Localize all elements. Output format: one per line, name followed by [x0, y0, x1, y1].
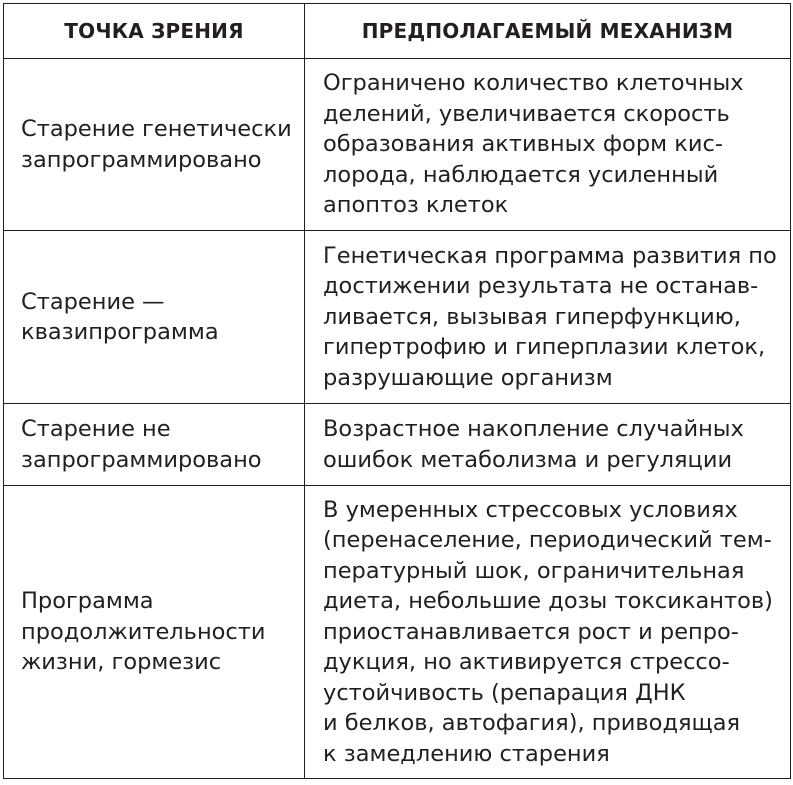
mechanism-line: образования активных форм кис- [323, 131, 723, 158]
viewpoint-line: запрограммировано [21, 446, 262, 473]
mechanism-line: диета, небольшие дозы токсикантов) [323, 588, 773, 615]
table-row [4, 486, 791, 779]
viewpoint-line: продолжительности [21, 618, 266, 645]
viewpoint-cell [4, 59, 305, 231]
mechanism-cell [305, 59, 791, 231]
viewpoint-line: Программа [21, 588, 154, 615]
mechanism-line: ошибок метаболизма и регуляции [323, 446, 733, 473]
table-row [4, 59, 791, 231]
mechanism-cell [305, 404, 791, 486]
mechanism-line: (перенаселение, периодический тем- [323, 527, 772, 554]
mechanism-line: Ограничено количество клеточных [323, 70, 744, 97]
viewpoint-line: квазипрограмма [21, 319, 219, 345]
mechanism-line: приостанавливается рост и репро- [323, 618, 739, 645]
mechanism-line: разрушающие организм [323, 364, 613, 391]
mechanism-line: апоптоз клеток [323, 192, 509, 219]
viewpoint-line: Старение не [21, 416, 171, 442]
mechanism-line: В умеренных стрессовых условиях [323, 496, 738, 523]
table-row [4, 231, 791, 404]
viewpoint-line: запрограммировано [21, 146, 262, 173]
mechanism-line: устойчивость (репарация ДНК [323, 679, 686, 706]
mechanism-line: и белков, автофагия), приводящая [323, 710, 741, 737]
mechanism-cell [305, 486, 791, 779]
mechanism-line: к замедлению старения [323, 740, 610, 767]
mechanism-line: Генетическая программа развития по [323, 242, 777, 269]
header-mechanism: ПРЕДПОЛАГАЕМЫЙ МЕХАНИЗМ [305, 4, 791, 59]
mechanism-line: ливается, вызывая гиперфункцию, [323, 303, 741, 330]
header-row [4, 4, 791, 59]
aging-mechanisms-table [3, 3, 791, 779]
viewpoint-cell [4, 486, 305, 779]
mechanism-cell [305, 231, 791, 404]
header-viewpoint: ТОЧКА ЗРЕНИЯ [4, 4, 305, 59]
viewpoint-line: Старение генетически [21, 116, 292, 142]
viewpoint-line: жизни, гормезис [21, 649, 222, 676]
table-header [4, 4, 791, 59]
mechanism-line: дукция, но активируется стрессо- [323, 649, 730, 676]
mechanism-line: пературный шок, ограничительная [323, 557, 745, 584]
mechanism-line: Возрастное накопление случайных [323, 416, 744, 442]
mechanism-line: достижении результата не останав- [323, 273, 759, 300]
mechanism-line: лорода, наблюдается усиленный [323, 161, 719, 188]
viewpoint-cell [4, 404, 305, 486]
table-row [4, 404, 791, 486]
viewpoint-cell [4, 231, 305, 404]
viewpoint-line: Старение — [21, 288, 165, 315]
table-body [4, 59, 791, 779]
mechanism-line: гипертрофию и гиперплазии клеток, [323, 334, 766, 361]
mechanism-line: делений, увеличивается скорость [323, 100, 730, 127]
